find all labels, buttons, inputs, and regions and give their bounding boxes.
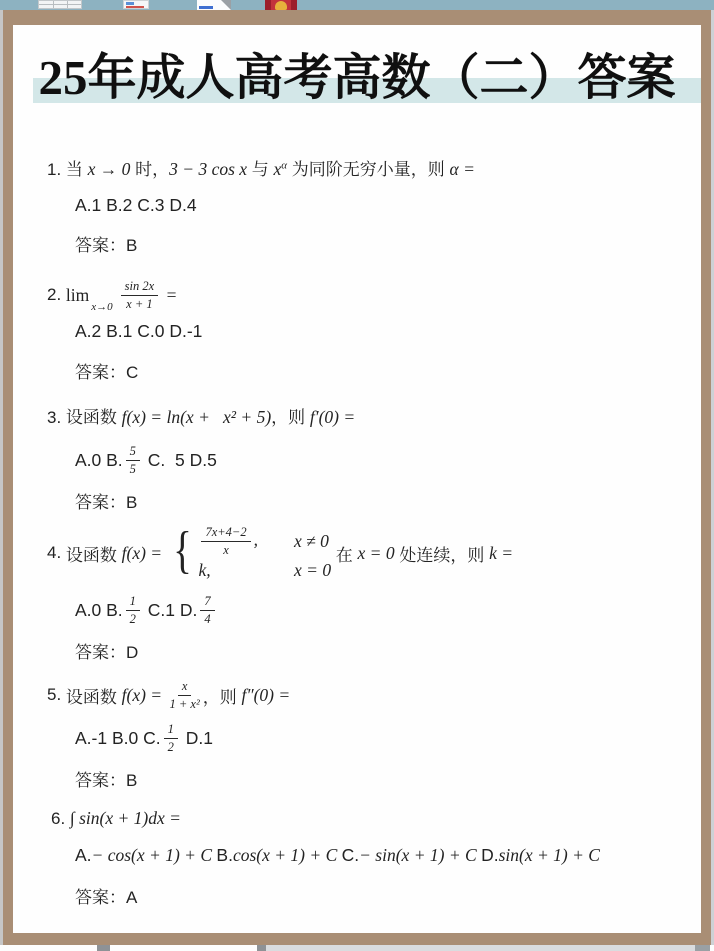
question-3-stem <box>47 403 355 428</box>
question-1-stem <box>47 155 475 180</box>
fraction-denominator: 1 + x² <box>169 696 200 711</box>
fraction-denominator: x + 1 <box>126 296 153 311</box>
stem-text: 设函数 <box>65 408 122 427</box>
question-6-answer <box>75 883 137 908</box>
question-6-options <box>75 845 600 866</box>
spreadsheet-icon[interactable] <box>38 0 82 9</box>
question-5-answer <box>75 766 137 791</box>
question-number: 3. <box>47 408 66 427</box>
fraction <box>201 525 250 558</box>
stem-text: 设函数 <box>65 687 122 707</box>
question-1-answer <box>75 231 137 256</box>
page-with-fold-icon[interactable] <box>197 0 231 10</box>
piecewise-condition: x = 0 <box>294 559 332 580</box>
math-expression: 3 − 3 cos x <box>169 159 248 179</box>
math-expression: f″(0) = <box>241 684 291 705</box>
math-expression: x → 0 <box>87 159 131 179</box>
answer-value: B <box>126 493 138 512</box>
question-4-answer <box>75 638 138 663</box>
stem-text: 设函数 <box>65 545 122 565</box>
option-math: − sin(x + 1) + C <box>359 845 482 865</box>
stem-text: 当 <box>65 160 88 179</box>
options-text: A.-1 B.0 C. <box>75 727 161 748</box>
math-expression: f(x) = ln(x + x² + 5) <box>121 407 272 427</box>
page-title: 25年成人高考高数（二）答案 <box>38 50 676 105</box>
fraction <box>164 722 178 755</box>
question-4-stem <box>47 521 514 581</box>
bottom-gray-panel <box>266 945 695 951</box>
piecewise-cases <box>198 525 331 581</box>
stem-text: 在 <box>331 545 358 565</box>
stem-text: 与 <box>247 160 274 179</box>
piecewise-row: k, <box>198 559 211 580</box>
answer-label: 答案： <box>75 363 126 382</box>
question-6-stem <box>51 808 181 829</box>
math-expression: f(x) = <box>121 542 167 563</box>
desktop-topbar <box>0 0 714 10</box>
stem-text: 处连续，则 <box>394 545 490 565</box>
red-alert-icon[interactable] <box>265 0 297 10</box>
options-text: C. 5 D.5 <box>142 449 217 470</box>
limit-subscript: x→0 <box>91 301 113 313</box>
math-expression: f′(0) = <box>309 407 356 427</box>
answer-value: B <box>126 771 138 790</box>
fraction-numerator: 5 <box>126 444 140 461</box>
question-2-answer <box>75 358 138 383</box>
answer-value: D <box>126 643 139 662</box>
fraction-numerator: 1 <box>126 594 140 611</box>
fraction-denominator: 4 <box>204 611 211 626</box>
question-number: 4. <box>47 543 66 562</box>
fraction <box>126 594 140 627</box>
answer-value: B <box>126 236 138 255</box>
options-text: A.0 B. <box>75 449 123 470</box>
question-3-options <box>75 445 217 475</box>
bottom-edge-strip <box>0 945 714 951</box>
limit-operator: lim <box>65 284 90 305</box>
options-text: C.1 D. <box>142 599 198 620</box>
piecewise-brace: { <box>173 521 193 579</box>
option-label: B. <box>216 845 233 865</box>
question-number: 6. <box>51 809 70 828</box>
question-2-options: A.2 B.1 C.0 D.-1 <box>75 321 203 341</box>
bottom-gray-mark-2 <box>695 945 710 951</box>
option-label: D. <box>481 845 499 865</box>
answer-label: 答案： <box>75 888 126 907</box>
stem-text: ，则 <box>271 408 310 427</box>
bottom-gray-square <box>97 945 110 951</box>
math-superscript: α <box>281 159 288 172</box>
fraction-numerator: 7 <box>200 594 214 611</box>
answer-label: 答案： <box>75 771 126 790</box>
question-number: 5. <box>47 685 66 704</box>
bottom-gray-mark <box>257 945 266 951</box>
math-expression: x <box>273 159 282 179</box>
fraction-denominator: 2 <box>129 611 136 626</box>
math-expression: , <box>253 529 258 550</box>
answer-value: A <box>126 888 138 907</box>
fraction-denominator: 5 <box>129 461 136 476</box>
stem-text: 为同阶无穷小量，则 <box>287 160 450 179</box>
piecewise-condition: x ≠ 0 <box>294 531 329 551</box>
document-page <box>13 25 701 933</box>
left-edge-sliver <box>0 10 3 945</box>
document-icon[interactable] <box>123 0 149 9</box>
option-math: sin(x + 1) + C <box>498 845 600 865</box>
question-4-options <box>75 595 218 625</box>
math-expression: = <box>161 284 178 305</box>
fraction <box>169 679 199 712</box>
fraction-numerator: sin 2x <box>121 279 159 296</box>
question-5-stem <box>47 679 290 711</box>
stem-text: ，则 <box>202 687 242 707</box>
math-expression: ∫ sin(x + 1)dx = <box>69 808 181 828</box>
math-expression: x = 0 <box>357 542 395 563</box>
fraction <box>200 594 214 627</box>
question-5-options <box>75 723 213 753</box>
answer-value: C <box>126 363 139 382</box>
options-text: A.0 B. <box>75 599 123 620</box>
fraction <box>121 279 159 312</box>
option-label: C. <box>341 845 360 865</box>
options-text: D.1 <box>180 727 213 748</box>
answer-label: 答案： <box>75 643 126 662</box>
answer-label: 答案： <box>75 493 126 512</box>
math-expression: k = <box>489 542 514 563</box>
fraction <box>126 444 140 477</box>
math-expression: α = <box>449 159 475 179</box>
question-2-stem <box>47 277 177 313</box>
question-number: 1. <box>47 160 66 179</box>
question-1-options: A.1 B.2 C.3 D.4 <box>75 195 197 215</box>
fraction-denominator: 2 <box>167 739 174 754</box>
piecewise-row <box>198 525 258 558</box>
fraction-numerator: x <box>178 679 192 696</box>
fraction-denominator: x <box>223 543 229 557</box>
option-label: A. <box>75 845 92 865</box>
option-math: cos(x + 1) + C <box>232 845 342 865</box>
fraction-numerator: 7x+4−2 <box>201 525 250 542</box>
stem-text: 时， <box>130 160 170 179</box>
math-expression: f(x) = <box>121 684 167 705</box>
fraction-numerator: 1 <box>164 722 178 739</box>
question-3-answer <box>75 488 137 513</box>
question-number: 2. <box>47 285 66 304</box>
option-math: − cos(x + 1) + C <box>91 845 217 865</box>
answer-label: 答案： <box>75 236 126 255</box>
